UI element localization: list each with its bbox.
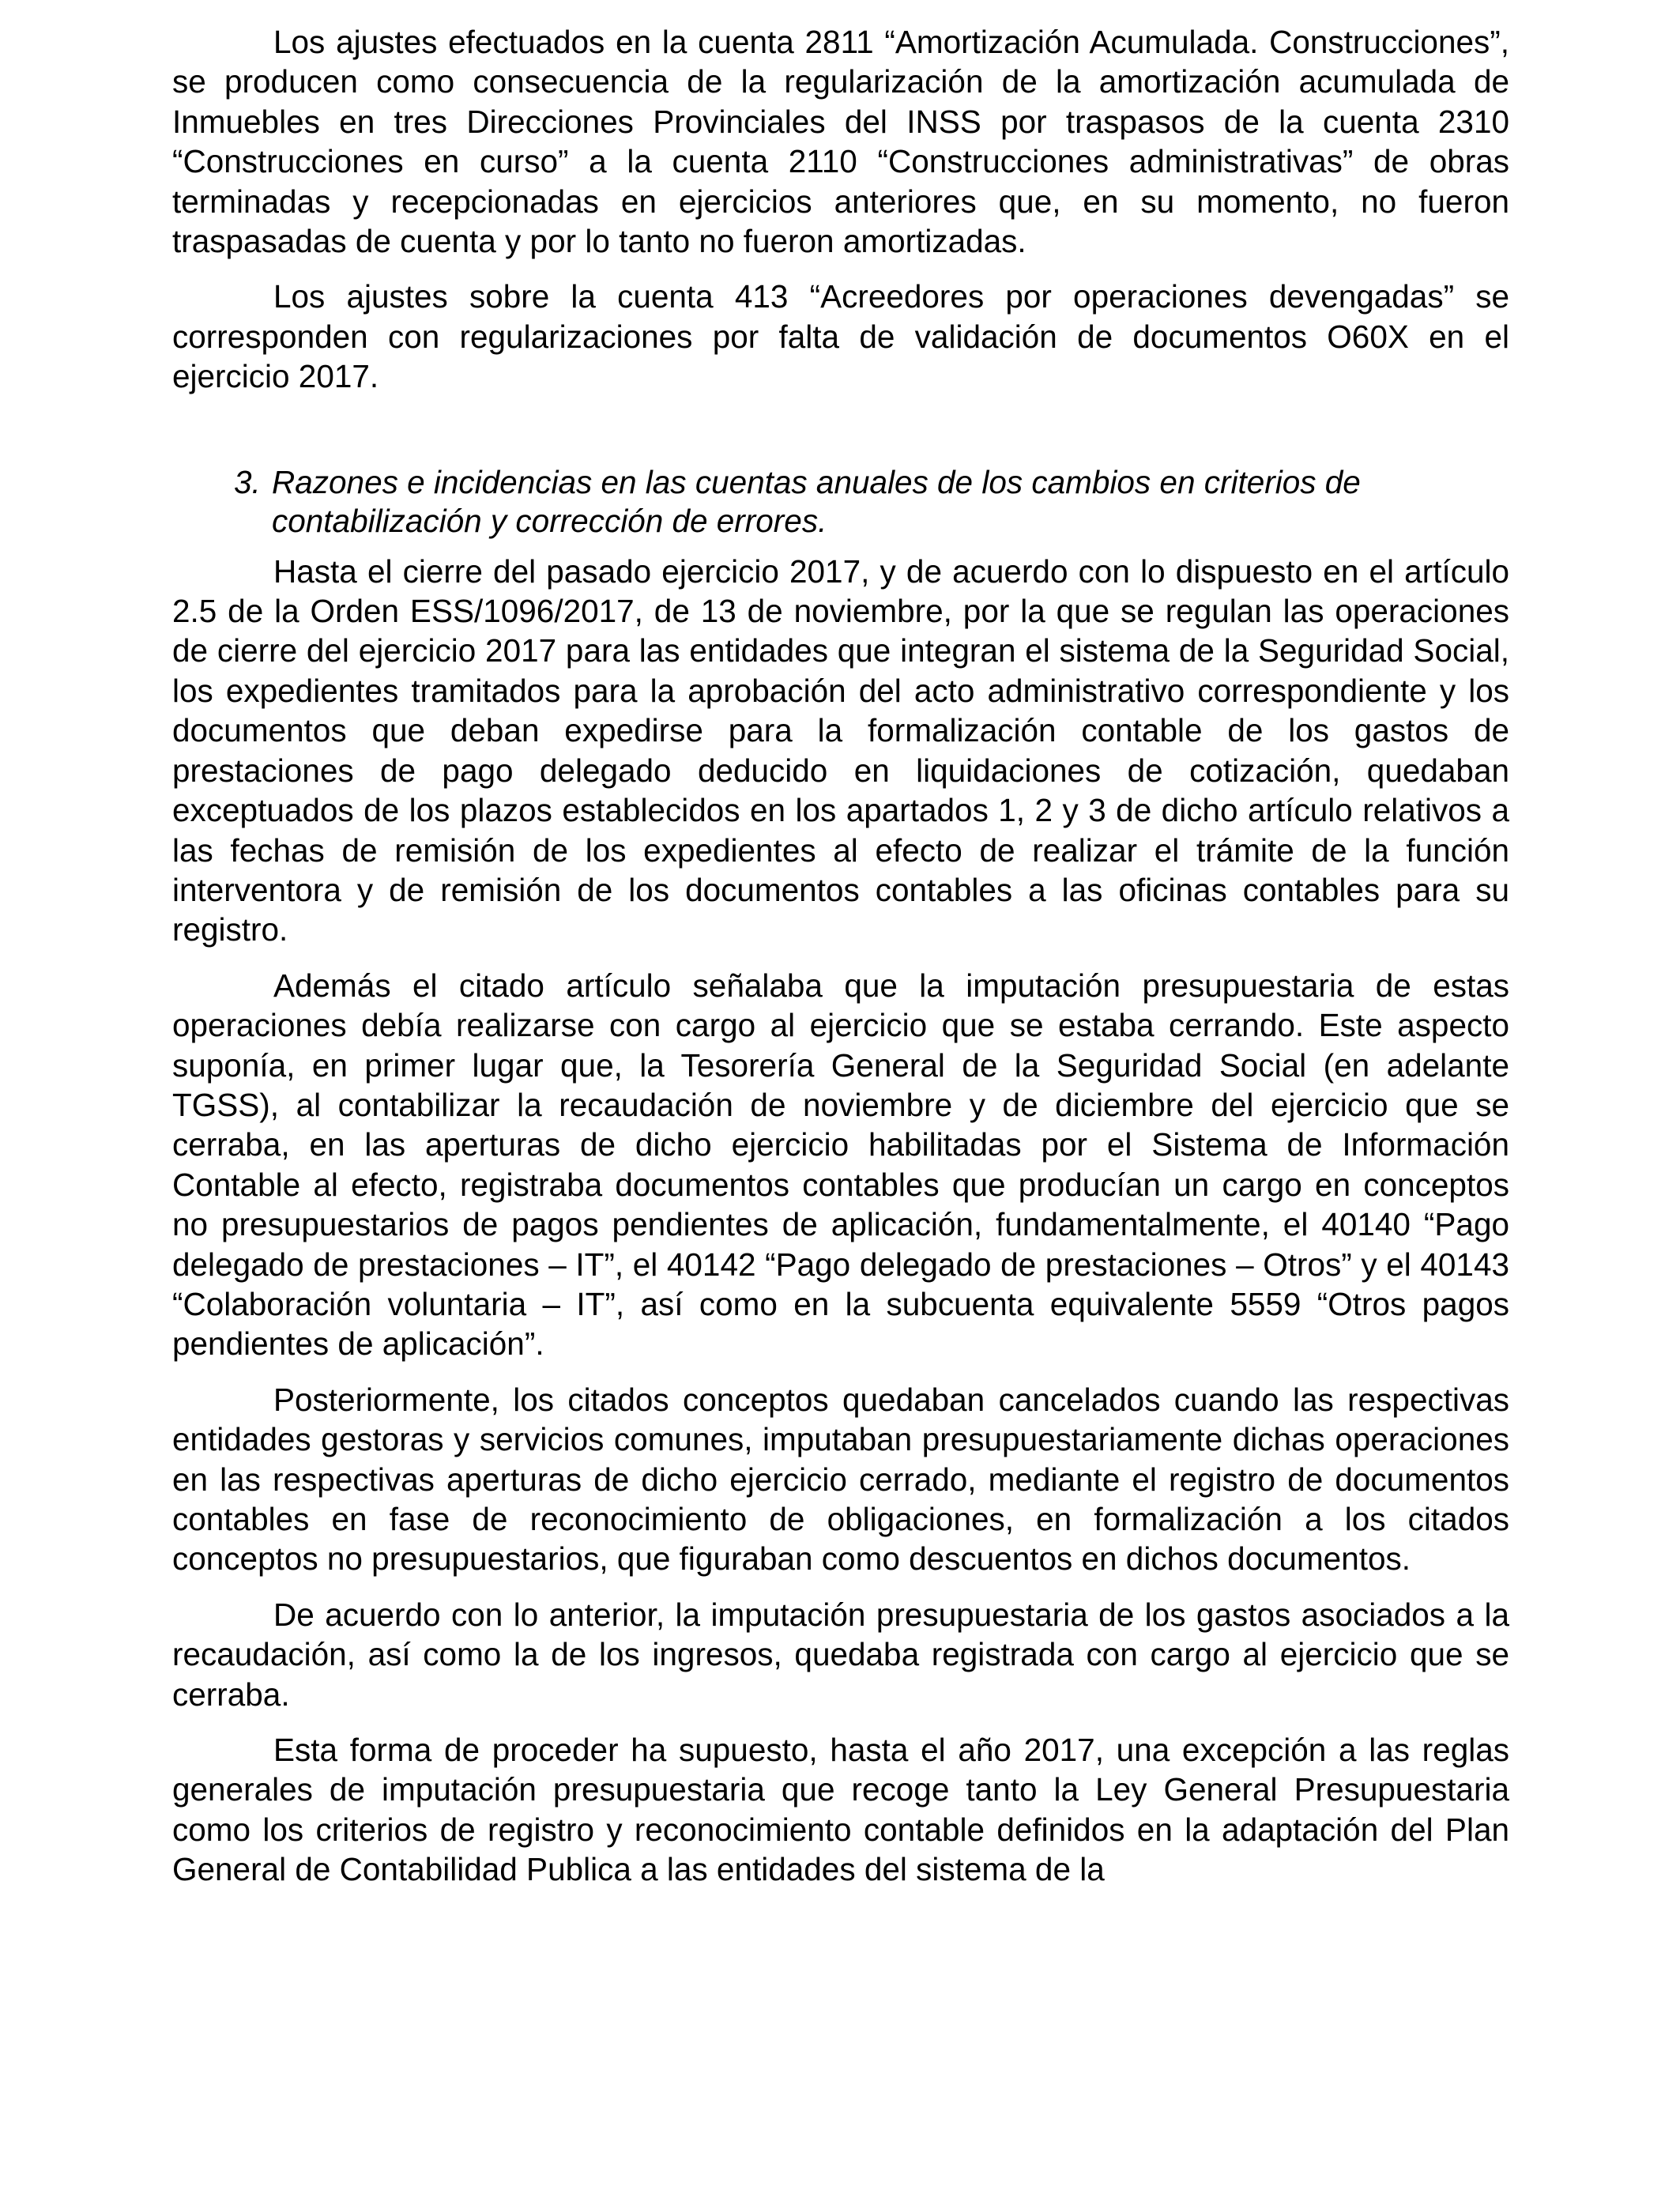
- document-page: [172, 22, 1509, 1906]
- paragraph-creditors-adjustments: Los ajustes sobre la cuenta 413 “Acreedores por operaciones devengadas” se corresponden con regularizaciones por falta de validación de documentos O60X en el ejercicio 2017.: [172, 278, 1509, 395]
- paragraph-accordance: De acuerdo con lo anterior, la imputación presupuestaria de los gastos asociados a la recaudación, así como la de los ingresos, quedaba registrada con cargo al ejercicio que se cerraba.: [172, 1596, 1509, 1713]
- paragraph-budget-imputation: Además el citado artículo señalaba que la imputación presupuestaria de estas operaciones debía realizarse con cargo al ejercicio que se estaba cerrando. Este aspecto suponía, en primer lugar que, la Tesorería General de la Seguridad Social (en adelante TGSS), al contabilizar la recaudación de noviembre y de diciembre del ejercicio que se cerraba, en las aperturas de dicho ejercicio habilitadas por el Sistema de Información Contable al efecto, registraba documentos contables que producían un cargo en conceptos no presupuestarios de pagos pendientes de aplicación, fundamentalmente, el 40140 “Pago delegado de prestaciones – IT”, el 40142 “Pago delegado de prestaciones – Otros” y el 40143 “Colaboración voluntaria – IT”, así como en la subcuenta equivalente 5559 “Otros pagos pendientes de aplicación”.: [172, 967, 1509, 1363]
- paragraph-exception: Esta forma de proceder ha supuesto, hasta el año 2017, una excepción a las reglas generales de imputación presupuestaria que recoge tanto la Ley General Presupuestaria como los criterios de registro y reconocimiento contable definidos en la adaptación del Plan General de Contabilidad Publica a las entidades del sistema de la: [172, 1732, 1509, 1888]
- section-number: 3.: [234, 463, 261, 500]
- section-title: Razones e incidencias en las cuentas anuales de los cambios en criterios de contabilización y corrección de errores.: [272, 463, 1361, 539]
- paragraph-closing-exercise: Hasta el cierre del pasado ejercicio 2017, y de acuerdo con lo dispuesto en el artículo 2.5 de la Orden ESS/1096/2017, de 13 de noviembre, por la que se regulan las operaciones de cierre del ejercicio 2017 para las entidades que integran el sistema de la Seguridad Social, los expedientes tramitados para la aprobación del acto administrativo correspondiente y los documentos que deban expedirse para la formalización contable de los gastos de prestaciones de pago delegado deducido en liquidaciones de cotización, quedaban exceptuados de los plazos establecidos en los apartados 1, 2 y 3 de dicho artículo relativos a las fechas de remisión de los expedientes al efecto de realizar el trámite de la función interventora y de remisión de los documentos contables a las oficinas contables para su registro.: [172, 552, 1509, 948]
- paragraph-concepts-cancelled: Posteriormente, los citados conceptos quedaban cancelados cuando las respectivas entidades gestoras y servicios comunes, imputaban presupuestariamente dichas operaciones en las respectivas aperturas de dicho ejercicio cerrado, mediante el registro de documentos contables en fase de reconocimiento de obligaciones, en formalización a los citados conceptos no presupuestarios, que figuraban como descuentos en dichos documentos.: [172, 1381, 1509, 1578]
- paragraph-amortization-adjustments: Los ajustes efectuados en la cuenta 2811 “Amortización Acumulada. Construcciones”, se producen como consecuencia de la regularización de la amortización acumulada de Inmuebles en tres Direcciones Provinciales del INSS por traspasos de la cuenta 2310 “Construcciones en curso” a la cuenta 2110 “Construcciones administrativas” de obras terminadas y recepcionadas en ejercicios anteriores que, en su momento, no fueron traspasadas de cuenta y por lo tanto no fueron amortizadas.: [172, 24, 1509, 260]
- section-heading: [172, 463, 1419, 541]
